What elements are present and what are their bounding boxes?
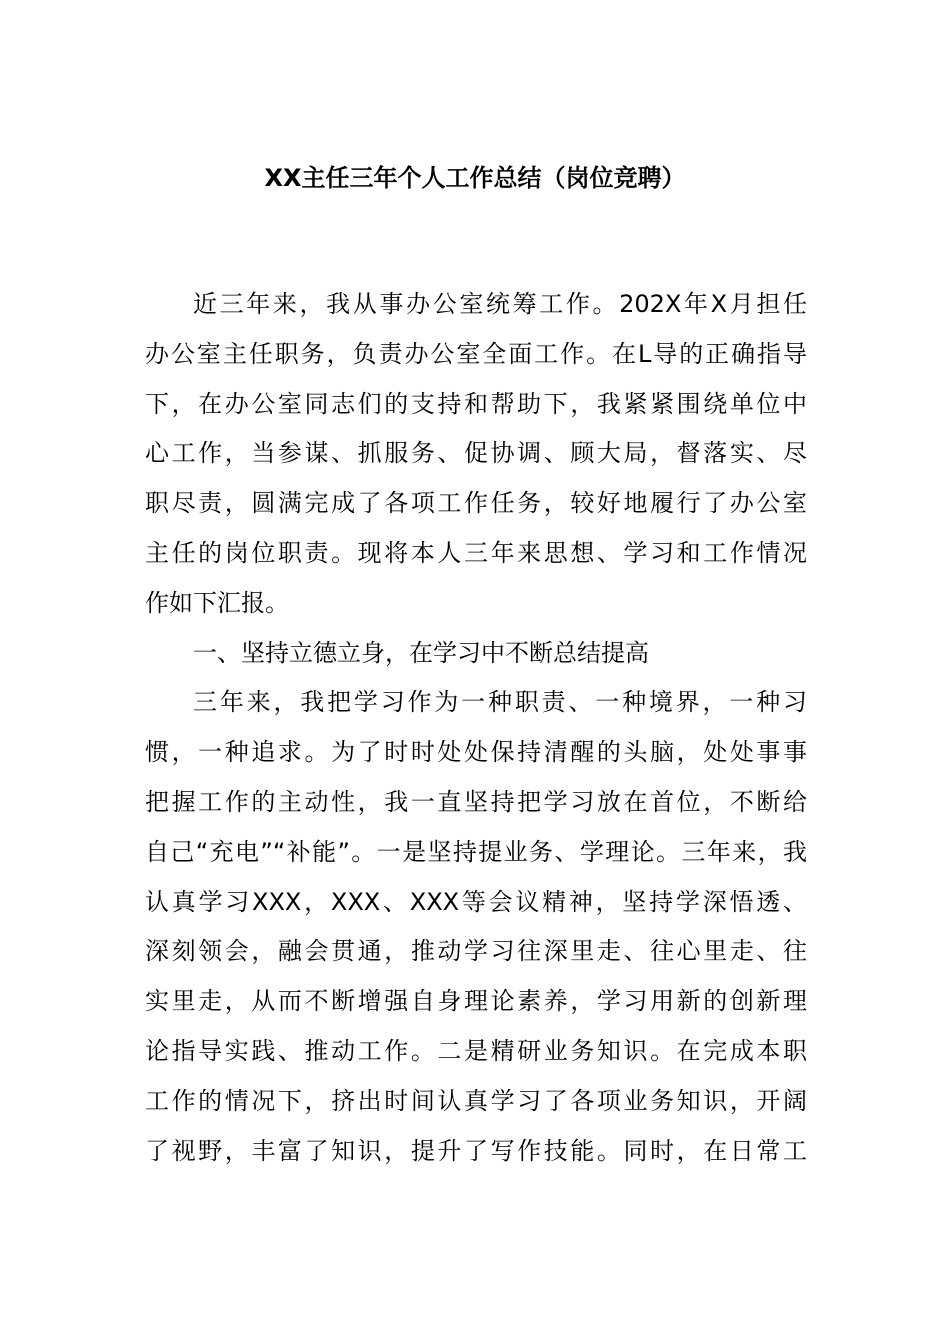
body-line: 深刻领会，融会贯通，推动学习往深里走、往心里走、往 [145, 937, 807, 966]
body-line: 工作的情况下，挤出时间认真学习了各项业务知识，开阔 [145, 1086, 807, 1115]
body-line: 认真学习XXX，XXX、XXX等会议精神，坚持学深悟透、 [145, 887, 807, 916]
body-line: 论指导实践、推动工作。二是精研业务知识。在完成本职 [145, 1037, 807, 1065]
body-line: 主任的岗位职责。现将本人三年来思想、学习和工作情况 [145, 539, 807, 567]
body-line: 把握工作的主动性，我一直坚持把学习放在首位，不断给 [145, 788, 807, 816]
body-line: 三年来，我把学习作为一种职责、一种境界，一种习 [193, 688, 807, 717]
body-line: 职尽责，圆满完成了各项工作任务，较好地履行了办公室 [145, 489, 807, 518]
body-line: 了视野，丰富了知识，提升了写作技能。同时，在日常工 [145, 1136, 807, 1165]
body-line: 心工作，当参谋、抓服务、促协调、顾大局，督落实、尽 [145, 439, 807, 468]
section-heading: 一、坚持立德立身，在学习中不断总结提高 [193, 638, 649, 667]
body-line: 实里走，从而不断增强自身理论素养，学习用新的创新理 [145, 987, 807, 1016]
body-line: 下，在办公室同志们的支持和帮助下，我紧紧围绕单位中 [145, 389, 807, 418]
body-line: 惯，一种追求。为了时时处处保持清醒的头脑，处处事事 [145, 738, 807, 767]
body-line: 自己“充电”“补能”。一是坚持提业务、学理论。三年来，我 [145, 837, 807, 866]
body-line: 作如下汇报。 [145, 588, 289, 617]
document-title: XX主任三年个人工作总结（岗位竞聘） [264, 164, 686, 192]
body-line: 办公室主任职务，负责办公室全面工作。在L导的正确指导 [145, 339, 807, 368]
body-line: 近三年来，我从事办公室统筹工作。202X年X月担任 [193, 290, 807, 318]
